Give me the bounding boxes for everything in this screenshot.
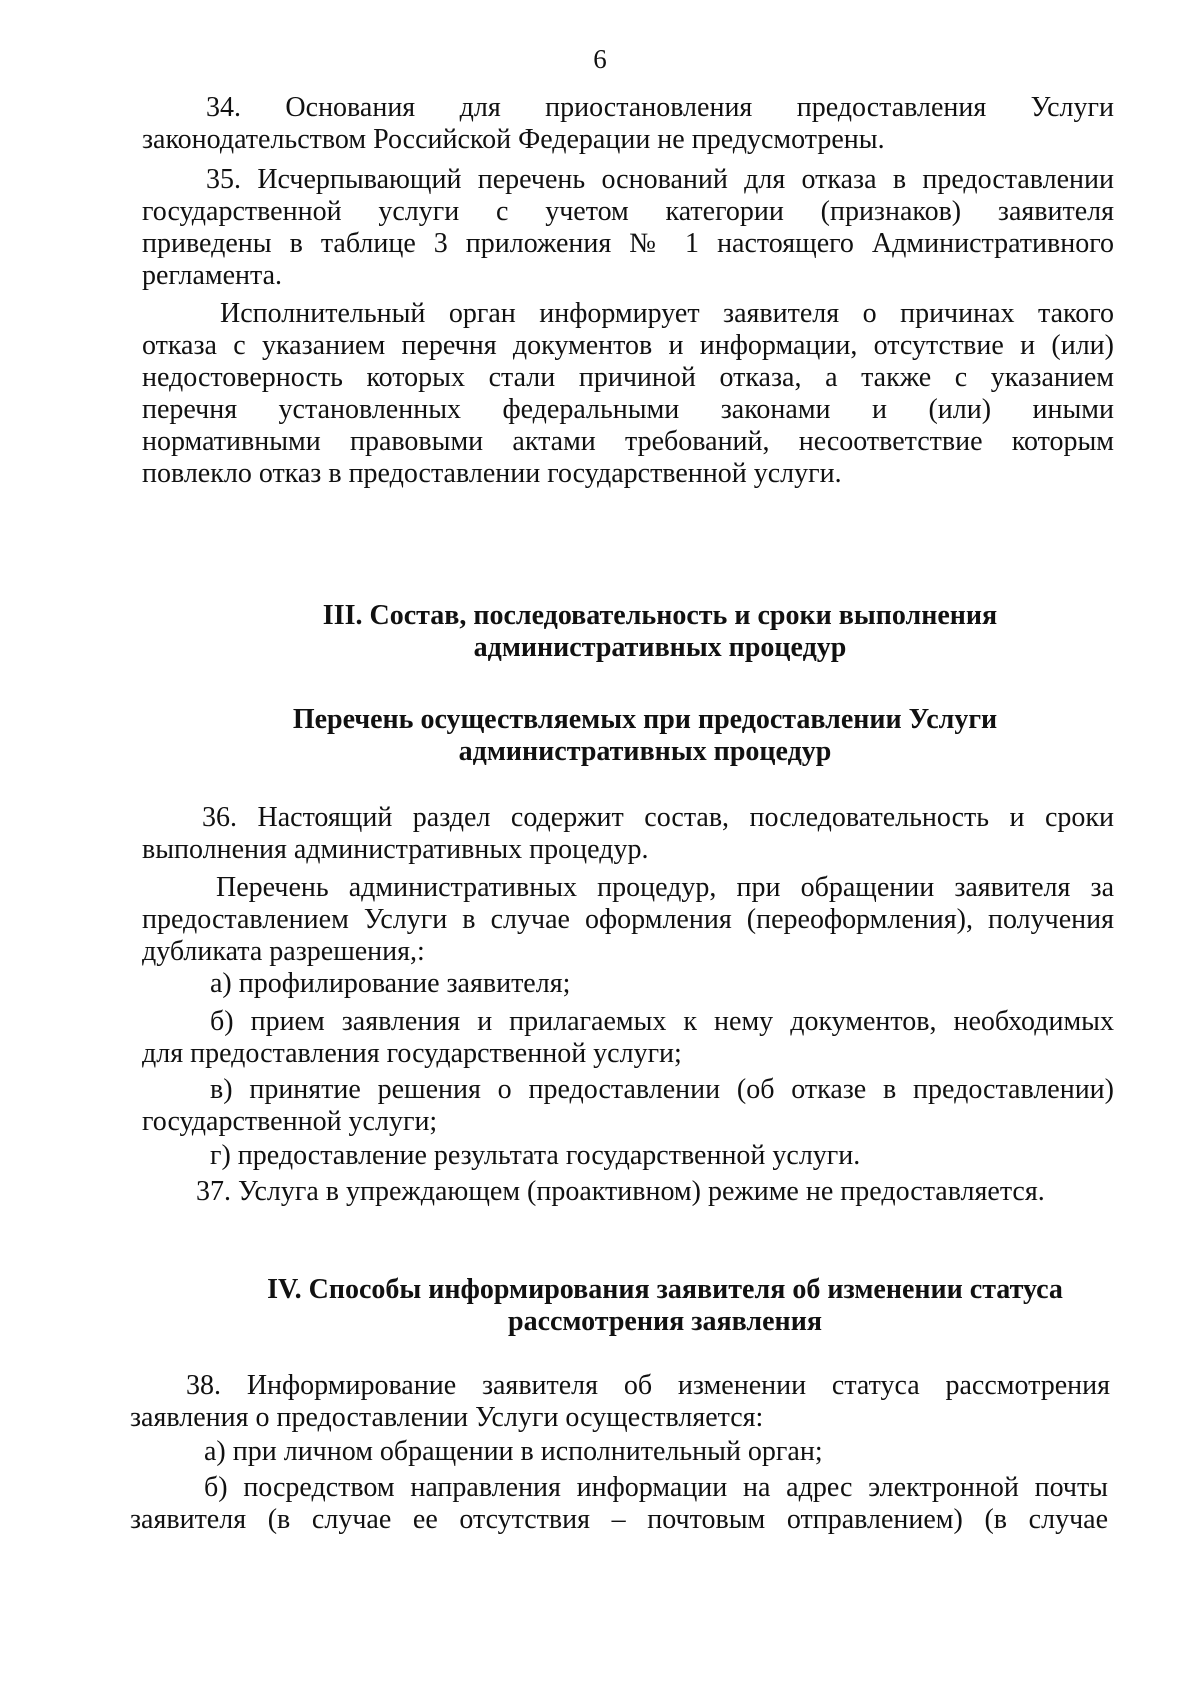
text-line: 35. Исчерпывающий перечень оснований для отказа в предоставлении — [206, 164, 1114, 195]
section-4-heading — [230, 1274, 1100, 1338]
text-line: 34. Основания для приостановления предоставления Услуги — [206, 92, 1114, 123]
list-item-38-b — [130, 1472, 1108, 1536]
section-title-line: рассмотрения заявления — [508, 1306, 822, 1337]
list-item-g — [210, 1140, 1110, 1172]
section-title-line: III. Состав, последовательность и сроки выполнения — [322, 600, 998, 631]
paragraph-36 — [142, 802, 1114, 866]
subtitle-line: административных процедур — [458, 736, 832, 767]
text-line: заявителя (в случае ее отсутствия – почтовым отправлением) (в случае — [130, 1504, 1108, 1535]
subtitle-line: Перечень осуществляемых при предоставлении Услуги — [292, 704, 998, 735]
text-line: предоставлением Услуги в случае оформления (переоформления), получения — [142, 904, 1114, 935]
text-line: г) предоставление результата государственной услуги. — [210, 1140, 861, 1171]
text-line: дубликата разрешения,: — [142, 936, 425, 967]
text-line: выполнения административных процедур. — [142, 834, 649, 865]
paragraph-34 — [142, 92, 1114, 156]
list-item-38-a — [204, 1436, 1104, 1468]
procedures-list-intro — [142, 872, 1114, 968]
text-line: повлекло отказ в предоставлении государственной услуги. — [142, 458, 842, 489]
page-number: 6 — [593, 44, 607, 74]
list-item-v — [142, 1074, 1114, 1138]
text-line: 36. Настоящий раздел содержит состав, последовательность и сроки — [202, 802, 1114, 833]
text-line: Перечень административных процедур, при обращении заявителя за — [216, 872, 1114, 903]
text-line: для предоставления государственной услуги; — [142, 1038, 682, 1069]
paragraph-35-continuation — [142, 298, 1114, 490]
text-line: б) прием заявления и прилагаемых к нему документов, необходимых — [210, 1006, 1114, 1037]
text-line: государственной услуги с учетом категории (признаков) заявителя — [142, 196, 1114, 227]
paragraph-38 — [130, 1370, 1110, 1434]
section-title-line: IV. Способы информирования заявителя об изменении статуса — [267, 1274, 1063, 1305]
section-title-line: административных процедур — [473, 632, 847, 663]
paragraph-35 — [142, 164, 1114, 292]
text-line: регламента. — [142, 260, 283, 291]
list-item-b — [142, 1006, 1114, 1070]
text-line: государственной услуги; — [142, 1106, 438, 1137]
text-line: а) при личном обращении в исполнительный орган; — [204, 1436, 823, 1467]
list-item-a — [210, 968, 1110, 1000]
text-line: законодательством Российской Федерации не предусмотрены. — [142, 124, 885, 155]
text-line: б) посредством направления информации на адрес электронной почты — [204, 1472, 1108, 1503]
text-line: в) принятие решения о предоставлении (об отказе в предоставлении) — [210, 1074, 1114, 1105]
text-line: приведены в таблице 3 приложения № 1 настоящего Административного — [142, 228, 1114, 259]
text-line: отказа с указанием перечня документов и информации, отсутствие и (или) — [142, 330, 1114, 361]
text-line: нормативными правовыми актами требований, несоответствие которым — [142, 426, 1114, 457]
text-line: перечня установленных федеральными законами и (или) иными — [142, 394, 1114, 425]
section-3-subtitle — [250, 704, 1040, 768]
text-line: а) профилирование заявителя; — [210, 968, 571, 999]
text-line: 37. Услуга в упреждающем (проактивном) режиме не предоставляется. — [196, 1176, 1045, 1207]
text-line: заявления о предоставлении Услуги осуществляется: — [130, 1402, 764, 1433]
paragraph-37 — [196, 1176, 1116, 1208]
text-line: недостоверность которых стали причиной отказа, а также с указанием — [142, 362, 1114, 393]
section-3-heading — [300, 600, 1020, 664]
text-line: Исполнительный орган информирует заявителя о причинах такого — [220, 298, 1114, 329]
text-line: 38. Информирование заявителя об изменении статуса рассмотрения — [186, 1370, 1110, 1401]
